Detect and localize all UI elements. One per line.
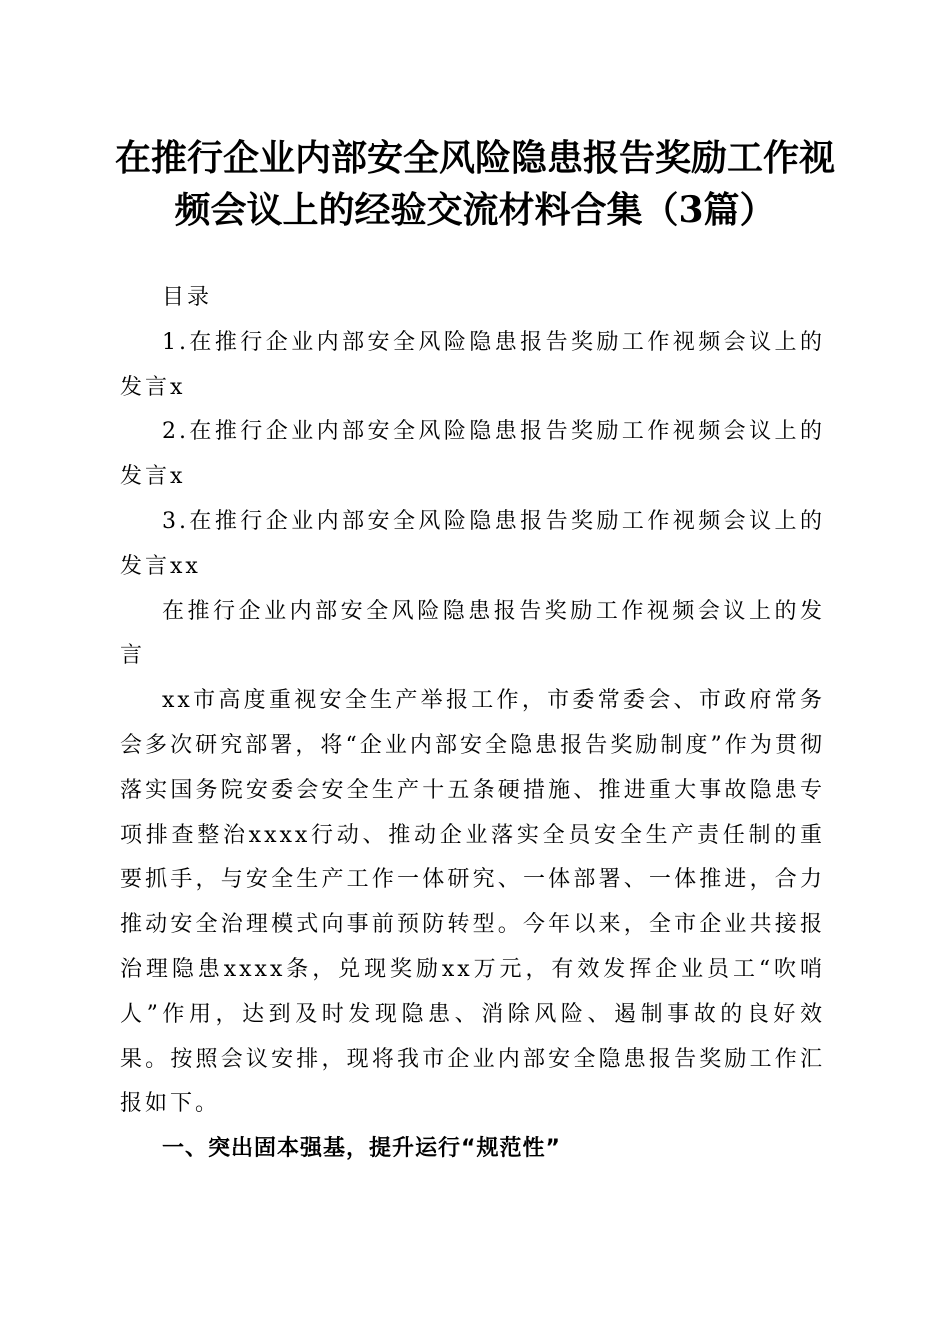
- document-body: [120, 276, 825, 1172]
- body-paragraph: xx市高度重视安全生产举报工作，市委常委会、市政府常务会多次研究部署，将“企业内部安全隐患报告奖励制度”作为贯彻落实国务院安委会安全生产十五条硬措施、推进重大事故隐患专项排查整治xxxx行动、推动企业落实全员安全生产责任制的重要抓手，与安全生产工作一体研究、一体部署、一体推进，合力推动安全治理模式向事前预防转型。今年以来，全市企业共接报治理隐患xxxx条，兑现奖励xx万元，有效发挥企业员工“吹哨人”作用，达到及时发现隐患、消除风险、遏制事故的良好效果。按照会议安排，现将我市企业内部安全隐患报告奖励工作汇报如下。: [120, 688, 825, 1117]
- toc-item-1: 1.在推行企业内部安全风险隐患报告奖励工作视频会议上的发言x: [120, 329, 825, 400]
- speech-title: 在推行企业内部安全风险隐患报告奖励工作视频会议上的发言: [120, 598, 825, 669]
- toc-item-2: 2.在推行企业内部安全风险隐患报告奖励工作视频会议上的发言x: [120, 419, 825, 490]
- toc-item-3: 3.在推行企业内部安全风险隐患报告奖励工作视频会议上的发言xx: [120, 508, 825, 579]
- document-title: [100, 132, 850, 236]
- document-title-line-2: 频会议上的经验交流材料合集（3篇）: [174, 189, 776, 231]
- document-title-line-1: 在推行企业内部安全风险隐患报告奖励工作视: [114, 137, 835, 179]
- toc-heading: 目录: [162, 285, 213, 310]
- section-heading-1: 一、突出固本强基，提升运行“规范性”: [162, 1136, 561, 1162]
